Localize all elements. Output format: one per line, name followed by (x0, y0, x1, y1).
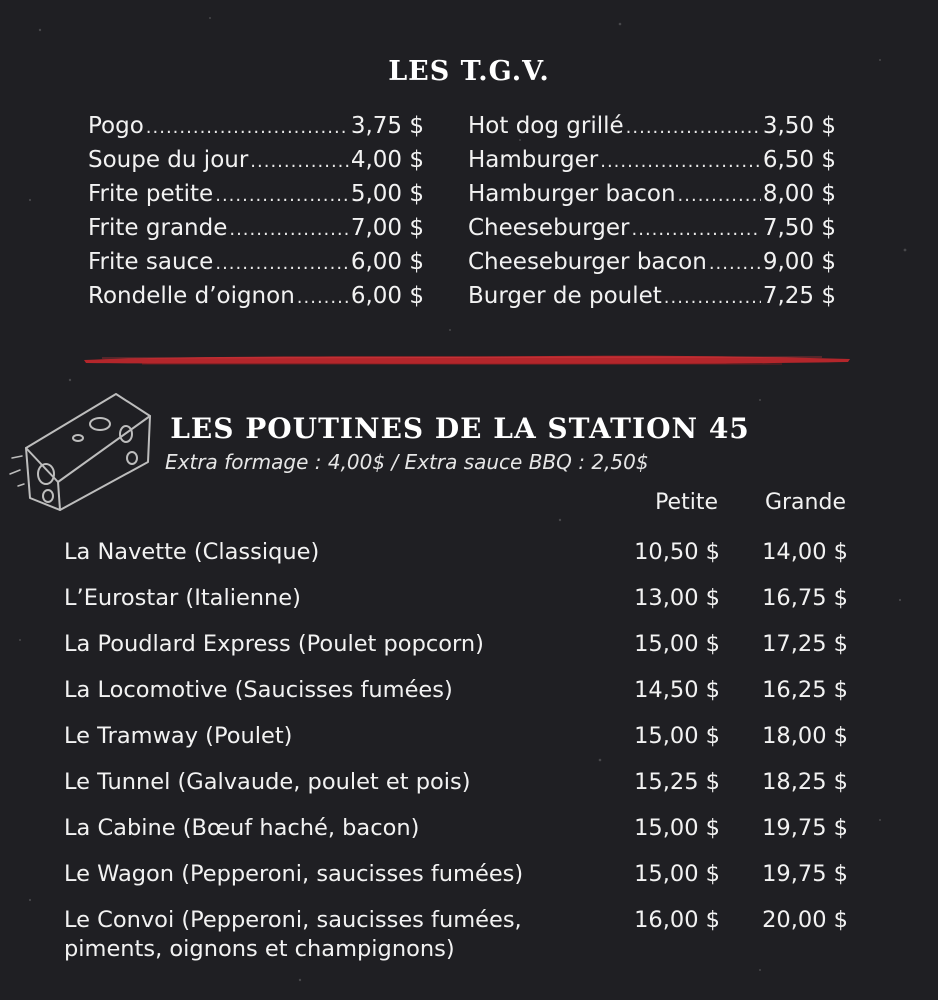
tgv-item-price: 6,00 $ (350, 249, 424, 275)
poutine-price-grande: 19,75 $ (762, 861, 848, 887)
tgv-item-name: Frite sauce (88, 249, 214, 275)
poutine-price-grande: 20,00 $ (762, 907, 848, 933)
tgv-item-price: 9,00 $ (762, 249, 836, 275)
tgv-item (468, 178, 836, 212)
dot-leader (600, 145, 761, 178)
tgv-item-price: 6,50 $ (762, 147, 836, 173)
dot-leader (215, 247, 349, 280)
poutine-price-petite: 16,00 $ (634, 907, 720, 933)
red-brush-divider (82, 352, 852, 368)
tgv-item-price: 7,00 $ (350, 215, 424, 241)
tgv-item (468, 246, 836, 280)
tgv-item-price: 3,75 $ (350, 113, 424, 139)
tgv-item-name: Hamburger bacon (468, 181, 676, 207)
tgv-item-name: Hot dog grillé (468, 113, 624, 139)
tgv-left-column (88, 110, 424, 314)
poutine-price-petite: 15,00 $ (634, 861, 720, 887)
extras-note: Extra formage : 4,00$ / Extra sauce BBQ : 2,50$ (165, 450, 649, 474)
tgv-item-name: Frite grande (88, 215, 228, 241)
column-header-grande: Grande (764, 490, 846, 515)
tgv-item-price: 5,00 $ (350, 181, 424, 207)
poutine-price-grande: 14,00 $ (762, 539, 848, 565)
tgv-item (88, 110, 424, 144)
poutine-item-name: La Locomotive (Saucisses fumées) (64, 677, 453, 703)
poutine-price-grande: 16,75 $ (762, 585, 848, 611)
cheese-icon (8, 386, 158, 516)
poutine-price-grande: 18,25 $ (762, 769, 848, 795)
tgv-item (468, 280, 836, 314)
poutine-price-grande: 17,25 $ (762, 631, 848, 657)
poutine-item-name: Le Tunnel (Galvaude, poulet et pois) (64, 769, 471, 795)
dot-leader (709, 247, 761, 280)
tgv-item-name: Frite petite (88, 181, 214, 207)
tgv-item-price: 6,00 $ (350, 283, 424, 309)
tgv-item-price: 7,25 $ (762, 283, 836, 309)
tgv-item-name: Hamburger (468, 147, 599, 173)
dot-leader (215, 179, 349, 212)
dot-leader (229, 213, 348, 246)
poutine-price-grande: 19,75 $ (762, 815, 848, 841)
tgv-item (88, 280, 424, 314)
tgv-item-name: Soupe du jour (88, 147, 249, 173)
tgv-item-name: Burger de poulet (468, 283, 662, 309)
dot-leader (678, 179, 761, 212)
tgv-right-column (468, 110, 836, 314)
tgv-item-name: Pogo (88, 113, 144, 139)
poutine-item-name: La Cabine (Bœuf haché, bacon) (64, 815, 420, 841)
poutine-price-petite: 15,25 $ (634, 769, 720, 795)
dot-leader (250, 145, 349, 178)
tgv-item-price: 3,50 $ (762, 113, 836, 139)
poutine-price-petite: 15,00 $ (634, 815, 720, 841)
dot-leader (626, 111, 761, 144)
poutines-section-title: LES POUTINES DE LA STATION 45 (170, 412, 750, 445)
tgv-section-title: LES T.G.V. (388, 56, 550, 87)
tgv-item (88, 212, 424, 246)
tgv-item (88, 246, 424, 280)
poutine-price-petite: 13,00 $ (634, 585, 720, 611)
dot-leader (632, 213, 761, 246)
poutine-price-petite: 15,00 $ (634, 631, 720, 657)
poutine-price-petite: 10,50 $ (634, 539, 720, 565)
poutine-item-name: La Navette (Classique) (64, 539, 320, 565)
tgv-item (468, 212, 836, 246)
poutine-price-petite: 15,00 $ (634, 723, 720, 749)
tgv-item-price: 4,00 $ (350, 147, 424, 173)
tgv-item-name: Rondelle d’oignon (88, 283, 295, 309)
tgv-item (88, 144, 424, 178)
poutine-price-petite: 14,50 $ (634, 677, 720, 703)
column-header-petite: Petite (655, 490, 718, 515)
poutine-item-name: Le Convoi (Pepperoni, saucisses fumées, piments, oignons et champignons) (64, 907, 522, 962)
tgv-item-price: 8,00 $ (762, 181, 836, 207)
poutine-item-name: Le Tramway (Poulet) (64, 723, 293, 749)
tgv-item (468, 144, 836, 178)
poutine-price-grande: 18,00 $ (762, 723, 848, 749)
dot-leader (664, 281, 761, 314)
dot-leader (146, 111, 349, 144)
dot-leader (297, 281, 349, 314)
tgv-item (88, 178, 424, 212)
poutine-item-name: Le Wagon (Pepperoni, saucisses fumées) (64, 861, 524, 887)
poutine-item-name: L’Eurostar (Italienne) (64, 585, 301, 611)
tgv-item-price: 7,50 $ (762, 215, 836, 241)
poutine-price-grande: 16,25 $ (762, 677, 848, 703)
tgv-item (468, 110, 836, 144)
poutine-item-name: La Poudlard Express (Poulet popcorn) (64, 631, 484, 657)
tgv-item-name: Cheeseburger bacon (468, 249, 707, 275)
tgv-item-name: Cheeseburger (468, 215, 630, 241)
